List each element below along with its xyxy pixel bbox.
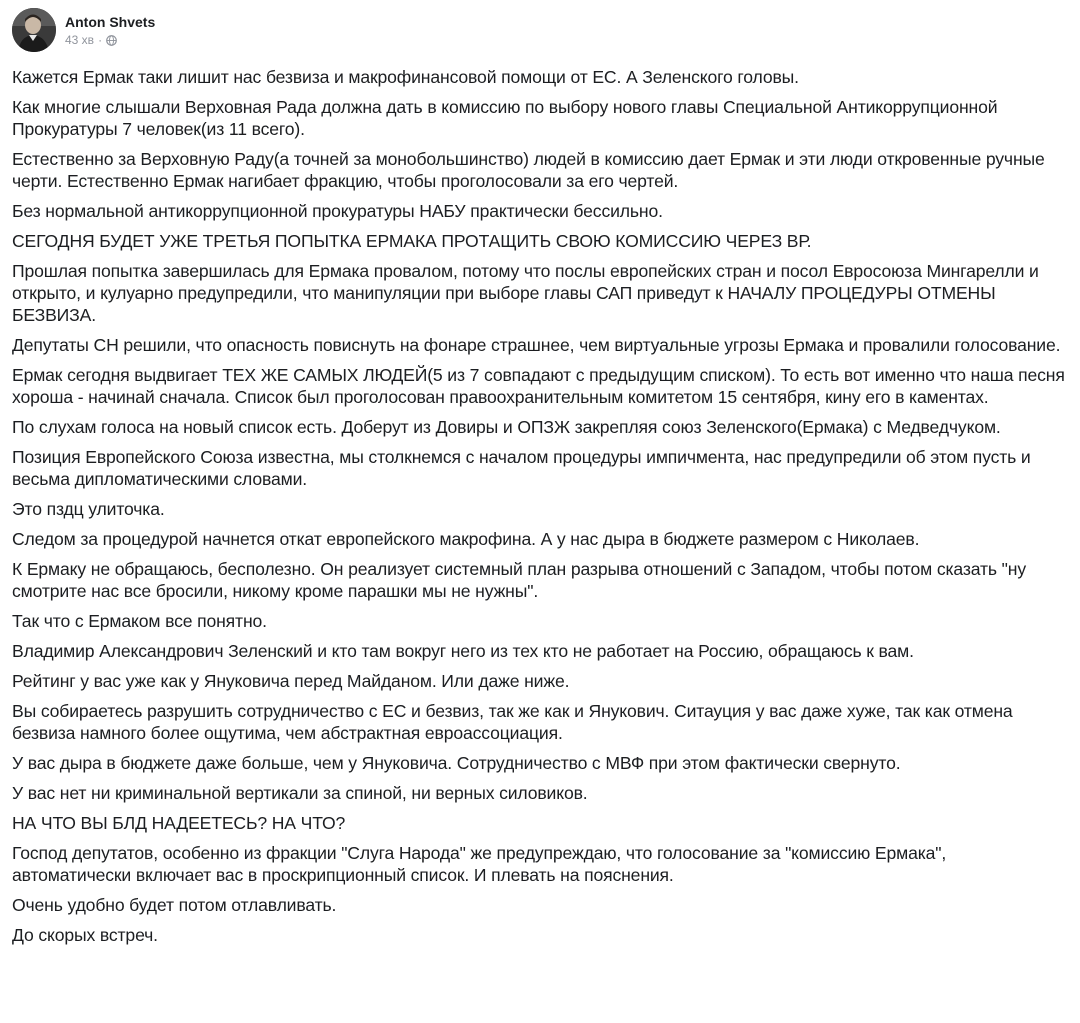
post-paragraph: Так что с Ермаком все понятно. xyxy=(12,611,267,631)
post-paragraph: Господ депутатов, особенно из фракции "Слуга Народа" же предупреждаю, что голосование за "комиссию Ермака", автоматически включает вас в проскрипционный список. И плевать на пояснения. xyxy=(12,843,947,885)
post-paragraph: Это пздц улиточка. xyxy=(12,499,165,519)
post-header xyxy=(12,8,1068,52)
post-paragraph: Депутаты СН решили, что опасность повиснуть на фонаре страшнее, чем виртуальные угрозы Ермака и провалили голосование. xyxy=(12,335,1061,355)
post-timestamp[interactable]: 43 хв xyxy=(65,32,95,47)
post-paragraph: НА ЧТО ВЫ БЛД НАДЕЕТЕСЬ? НА ЧТО? xyxy=(12,813,346,833)
post-paragraph: До скорых встреч. xyxy=(12,925,158,945)
post-paragraph: Прошлая попытка завершилась для Ермака провалом, потому что послы европейских стран и посол Евросоюза Мингарелли и открыто, и кулуарно предупредили, что манипуляции при выборе главы САП приведут к НАЧАЛУ ПРОЦЕДУРЫ ОТМЕНЫ БЕЗВИЗА. xyxy=(12,261,1039,325)
author-avatar[interactable] xyxy=(12,8,56,52)
post-paragraph: Очень удобно будет потом отлавливать. xyxy=(12,895,337,915)
post-paragraph: Позиция Европейского Союза известна, мы столкнемся с началом процедуры импичмента, нас предупредили об этом пусть и весьма дипломатическими словами. xyxy=(12,447,1031,489)
avatar-photo xyxy=(12,8,56,52)
meta-separator: · xyxy=(98,32,103,47)
post-meta xyxy=(65,32,155,48)
post-paragraph: Владимир Александрович Зеленский и кто там вокруг него из тех кто не работает на Россию, обращаюсь к вам. xyxy=(12,641,914,661)
post-paragraph: К Ермаку не обращаюсь, бесполезно. Он реализует системный план разрыва отношений с Западом, чтобы потом сказать "ну смотрите нас все бросили, никому кроме парашки мы не нужны". xyxy=(12,559,1026,601)
post-paragraph: Ермак сегодня выдвигает ТЕХ ЖЕ САМЫХ ЛЮДЕЙ(5 из 7 совпадают с предыдущим списком). То есть вот именно что наша песня хороша - начинай сначала. Список был проголосован правоохранительным комитетом 15 сентября, кину его в каментах. xyxy=(12,365,1065,407)
author-meta xyxy=(65,13,155,48)
post-paragraph: Кажется Ермак таки лишит нас безвиза и макрофинансовой помощи от ЕС. А Зеленского головы. xyxy=(12,67,799,87)
post-paragraph: Рейтинг у вас уже как у Януковича перед Майданом. Или даже ниже. xyxy=(12,671,570,691)
post-paragraph: Без нормальной антикоррупционной прокуратуры НАБУ практически бессильно. xyxy=(12,201,663,221)
post-paragraph: У вас нет ни криминальной вертикали за спиной, ни верных силовиков. xyxy=(12,783,588,803)
post-paragraph: По слухам голоса на новый список есть. Доберут из Довиры и ОПЗЖ закрепляя союз Зеленского(Ермака) с Медведчуком. xyxy=(12,417,1001,437)
globe-icon[interactable] xyxy=(106,34,117,45)
post-paragraph: Как многие слышали Верховная Рада должна дать в комиссию по выбору нового главы Специальной Антикоррупционной Прокуратуры 7 человек(из 11 всего). xyxy=(12,97,998,139)
post-paragraph: Естественно за Верховную Раду(а точней за монобольшинство) людей в комиссию дает Ермак и эти люди откровенные ручные черти. Естественно Ермак нагибает фракцию, чтобы проголосовали за его чертей. xyxy=(12,149,1045,191)
post-paragraph: У вас дыра в бюджете даже больше, чем у Януковича. Сотрудничество с МВФ при этом фактически свернуто. xyxy=(12,753,901,773)
post-paragraph: СЕГОДНЯ БУДЕТ УЖЕ ТРЕТЬЯ ПОПЫТКА ЕРМАКА ПРОТАЩИТЬ СВОЮ КОМИССИЮ ЧЕРЕЗ ВР. xyxy=(12,231,812,251)
post-paragraph: Вы собираетесь разрушить сотрудничество с ЕС и безвиз, так же как и Янукович. Ситауция у вас даже хуже, так как отмена безвиза намного более ощутима, чем абстрактная евроассоциация. xyxy=(12,701,1013,743)
post-body xyxy=(12,66,1068,946)
post-paragraph: Следом за процедурой начнется откат европейского макрофина. А у нас дыра в бюджете размером с Николаев. xyxy=(12,529,920,549)
author-name[interactable]: Anton Shvets xyxy=(65,13,156,30)
